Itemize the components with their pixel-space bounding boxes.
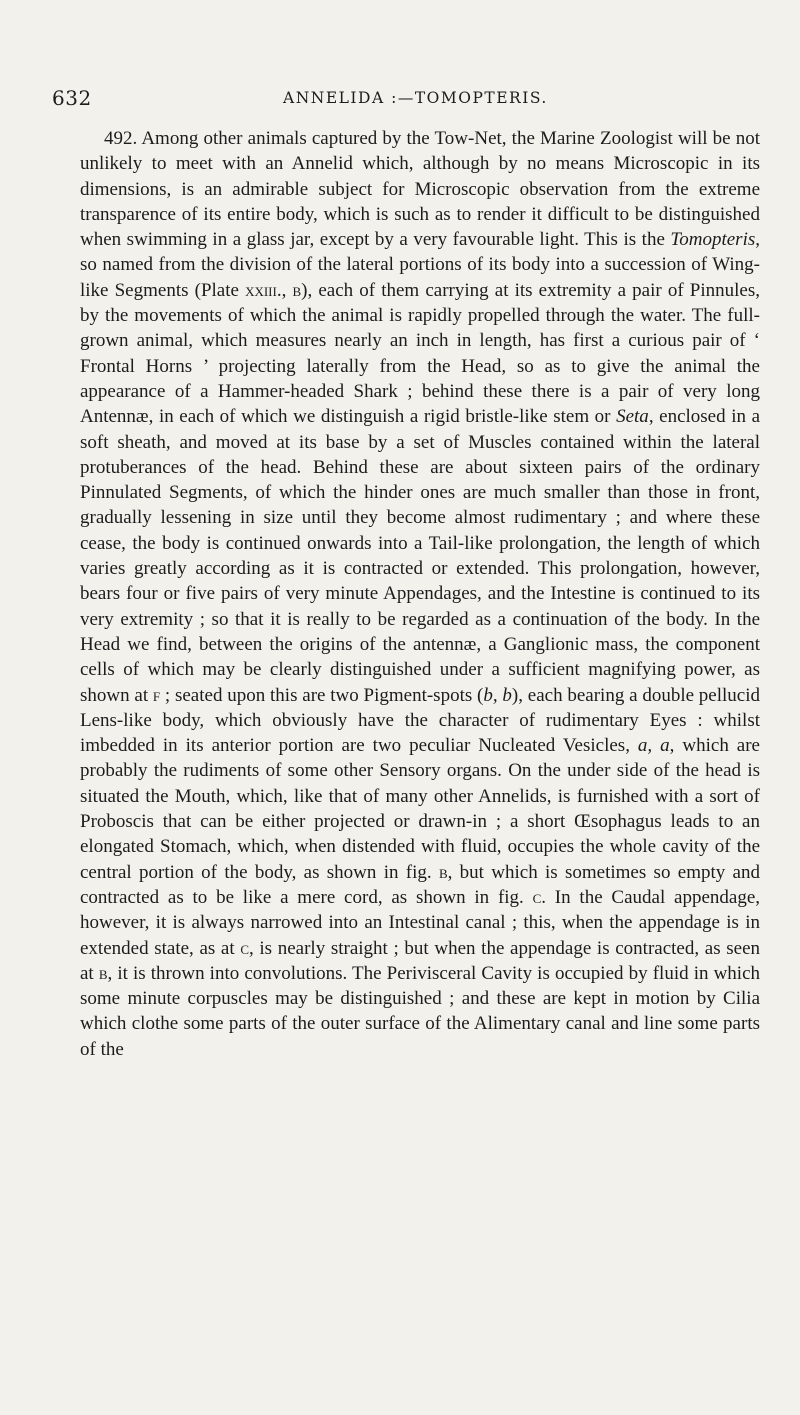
figure-letter: b (438, 861, 448, 883)
text-run: ), each bearing a double pellucid Lens-like body, which obviously have the character of rudimentary Eyes : whilst imbedded in its anterior portion are two peculiar Nucleated Vesicles, (80, 684, 761, 757)
genus-name-tomopteris: Tomopteris (670, 229, 756, 251)
figure-letter: f (152, 684, 161, 706)
text-run: . In the Caudal appendage, however, it is always narrowed into an Intestinal canal ; this, when the appendage is in extended state, as at (80, 886, 761, 959)
text-run: 492. Among other animals captured by the Tow-Net, the Marine Zoologist will be not unlikely to meet with an Annelid which, although by no means Microscopic in its dimensions, is an admirable subject for Microscopic observation from the extreme transparence of its entire body, which is such as to render it difficult to be distinguished when swimming in a glass jar, except by a very favourable light. This is the (80, 128, 760, 251)
plate-reference: xxiii., b (245, 279, 302, 301)
running-head (52, 86, 760, 116)
figure-letter: c (532, 886, 542, 908)
page-number: 632 (52, 86, 92, 110)
figure-letter: b, b (483, 684, 512, 706)
term-seta: Seta (616, 406, 649, 428)
text-run: , is nearly straight ; but when the appendage is contracted, as seen at (80, 937, 761, 984)
figure-letter: b (98, 962, 108, 984)
paragraph-492 (80, 126, 760, 1062)
text-run: , so named from the division of the lateral portions of its body into a succession of Wing-like Segments (Plate (80, 229, 760, 301)
text-run: ), each of them carrying at its extremity a pair of Pinnules, by the movements of which the animal is rapidly propelled through the water. The full-grown animal, which measures nearly an inch in length, has first a curious pair of ‘ Frontal Horns ’ projecting laterally from the Head, so as to give the animal the appearance of a Hammer-headed Shark ; behind these there is a pair of very long Antennæ, in each of which we distinguish a rigid bristle-like stem or (80, 279, 760, 428)
text-run: , enclosed in a soft sheath, and moved at its base by a set of Muscles contained within the lateral protuberances of the head. Behind these are about sixteen pairs of the ordinary Pinnulated Segments, of which the hinder ones are much smaller than those in front, gradually lessening in size until they become almost rudimentary ; and where these cease, the body is continued onwards into a Tail-like prolongation, the length of which varies greatly according as it is contracted or extended. This prolongation, however, bears four or five pairs of very minute Appendages, and the Intestine is continued to its very extremity ; so that it is really to be regarded as a continuation of the body. In the Head we find, between the origins of the antennæ, a Ganglionic mass, the component cells of which may be clearly distinguished under a sufficient magnifying power, as shown at (80, 406, 760, 706)
figure-letter: a, a (637, 735, 670, 757)
text-run: ; seated upon this are two Pigment-spots ( (160, 684, 484, 706)
text-run: , but which is sometimes so empty and contracted as to be like a mere cord, as shown in fig. (80, 861, 760, 908)
text-run: , it is thrown into convolutions. The Perivisceral Cavity is occupied by fluid in which some minute corpuscles may be distinguished ; and these are kept in motion by Cilia which clothe some parts of the outer surface of the Alimentary canal and line some parts of the (80, 962, 760, 1060)
running-title: ANNELIDA :—TOMOPTERIS. (283, 89, 548, 107)
figure-letter: c (240, 937, 249, 959)
text-run: , which are probably the rudiments of some other Sensory organs. On the under side of the head is situated the Mouth, which, like that of many other Annelids, is furnished with a sort of Proboscis that can be either projected or drawn-in ; a short Œsophagus leads to an elongated Stomach, which, when distended with fluid, occupies the whole cavity of the central portion of the body, as shown in fig. (80, 735, 760, 883)
